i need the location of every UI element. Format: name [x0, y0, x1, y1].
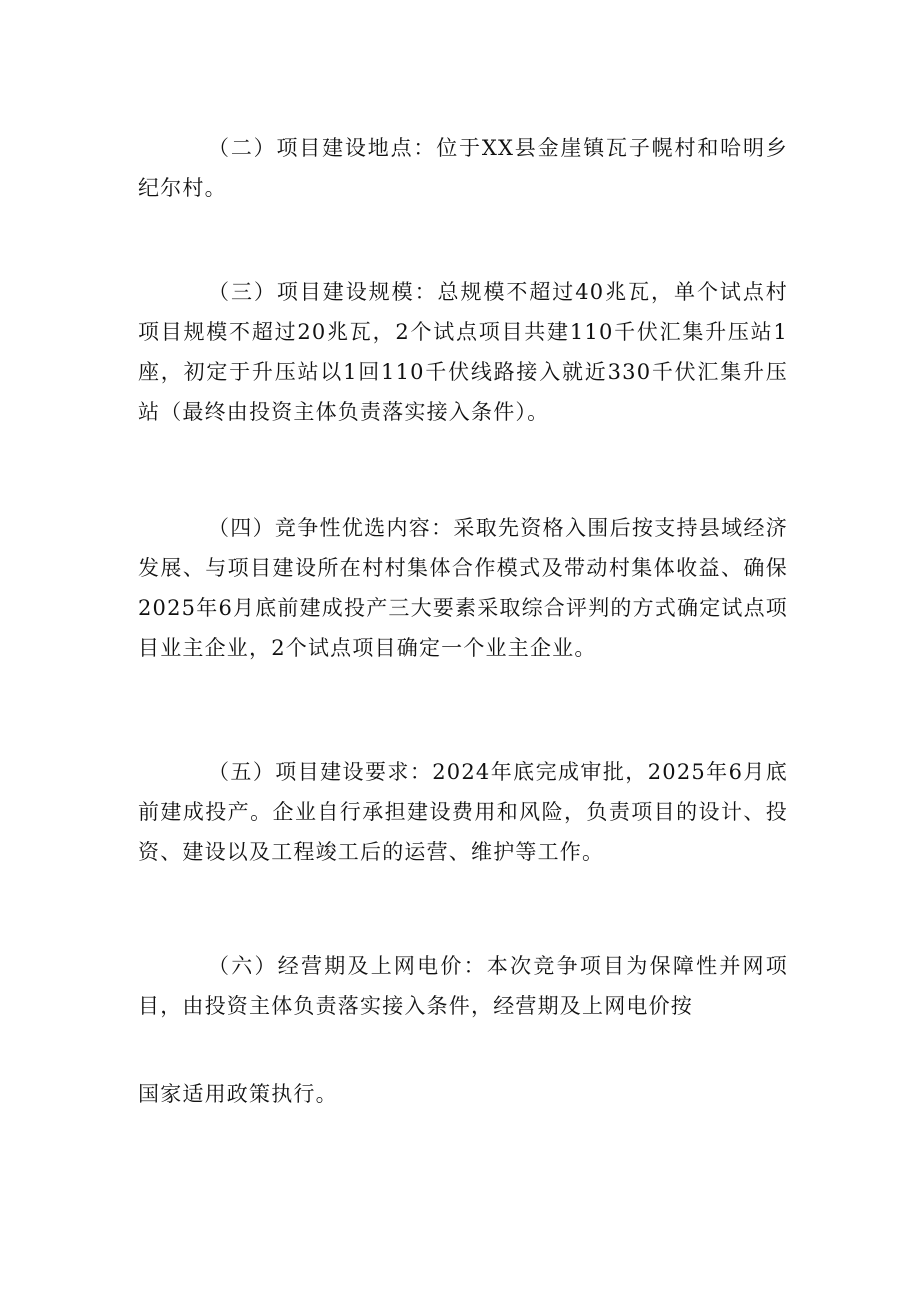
paragraph-operation-period-price: （六）经营期及上网电价：本次竞争项目为保障性并网项目，由投资主体负责落实接入条件，经营期及上网电价按: [138, 954, 788, 1018]
paragraph-policy-continuation: 国家适用政策执行。: [138, 1082, 338, 1106]
paragraph-construction-requirements: （五）项目建设要求：2024年底完成审批，2025年6月底前建成投产。企业自行承担建设费用和风险，负责项目的设计、投资、建设以及工程竣工后的运营、维护等工作。: [138, 760, 788, 864]
paragraph-selection-content: （四）竞争性优选内容：采取先资格入围后按支持县域经济发展、与项目建设所在村村集体合作模式及带动村集体收益、确保2025年6月底前建成投产三大要素采取综合评判的方式确定试点项目业主企业，2个试点项目确定一个业主企业。: [138, 516, 789, 660]
paragraph-construction-location: （二）项目建设地点：位于XX县金崖镇瓦子幌村和哈明乡纪尔村。: [138, 136, 788, 200]
paragraph-construction-scale: （三）项目建设规模：总规模不超过40兆瓦，单个试点村项目规模不超过20兆瓦，2个试点项目共建110千伏汇集升压站1座，初定于升压站以1回110千伏线路接入就近330千伏汇集升压站（最终由投资主体负责落实接入条件）。: [138, 280, 788, 424]
